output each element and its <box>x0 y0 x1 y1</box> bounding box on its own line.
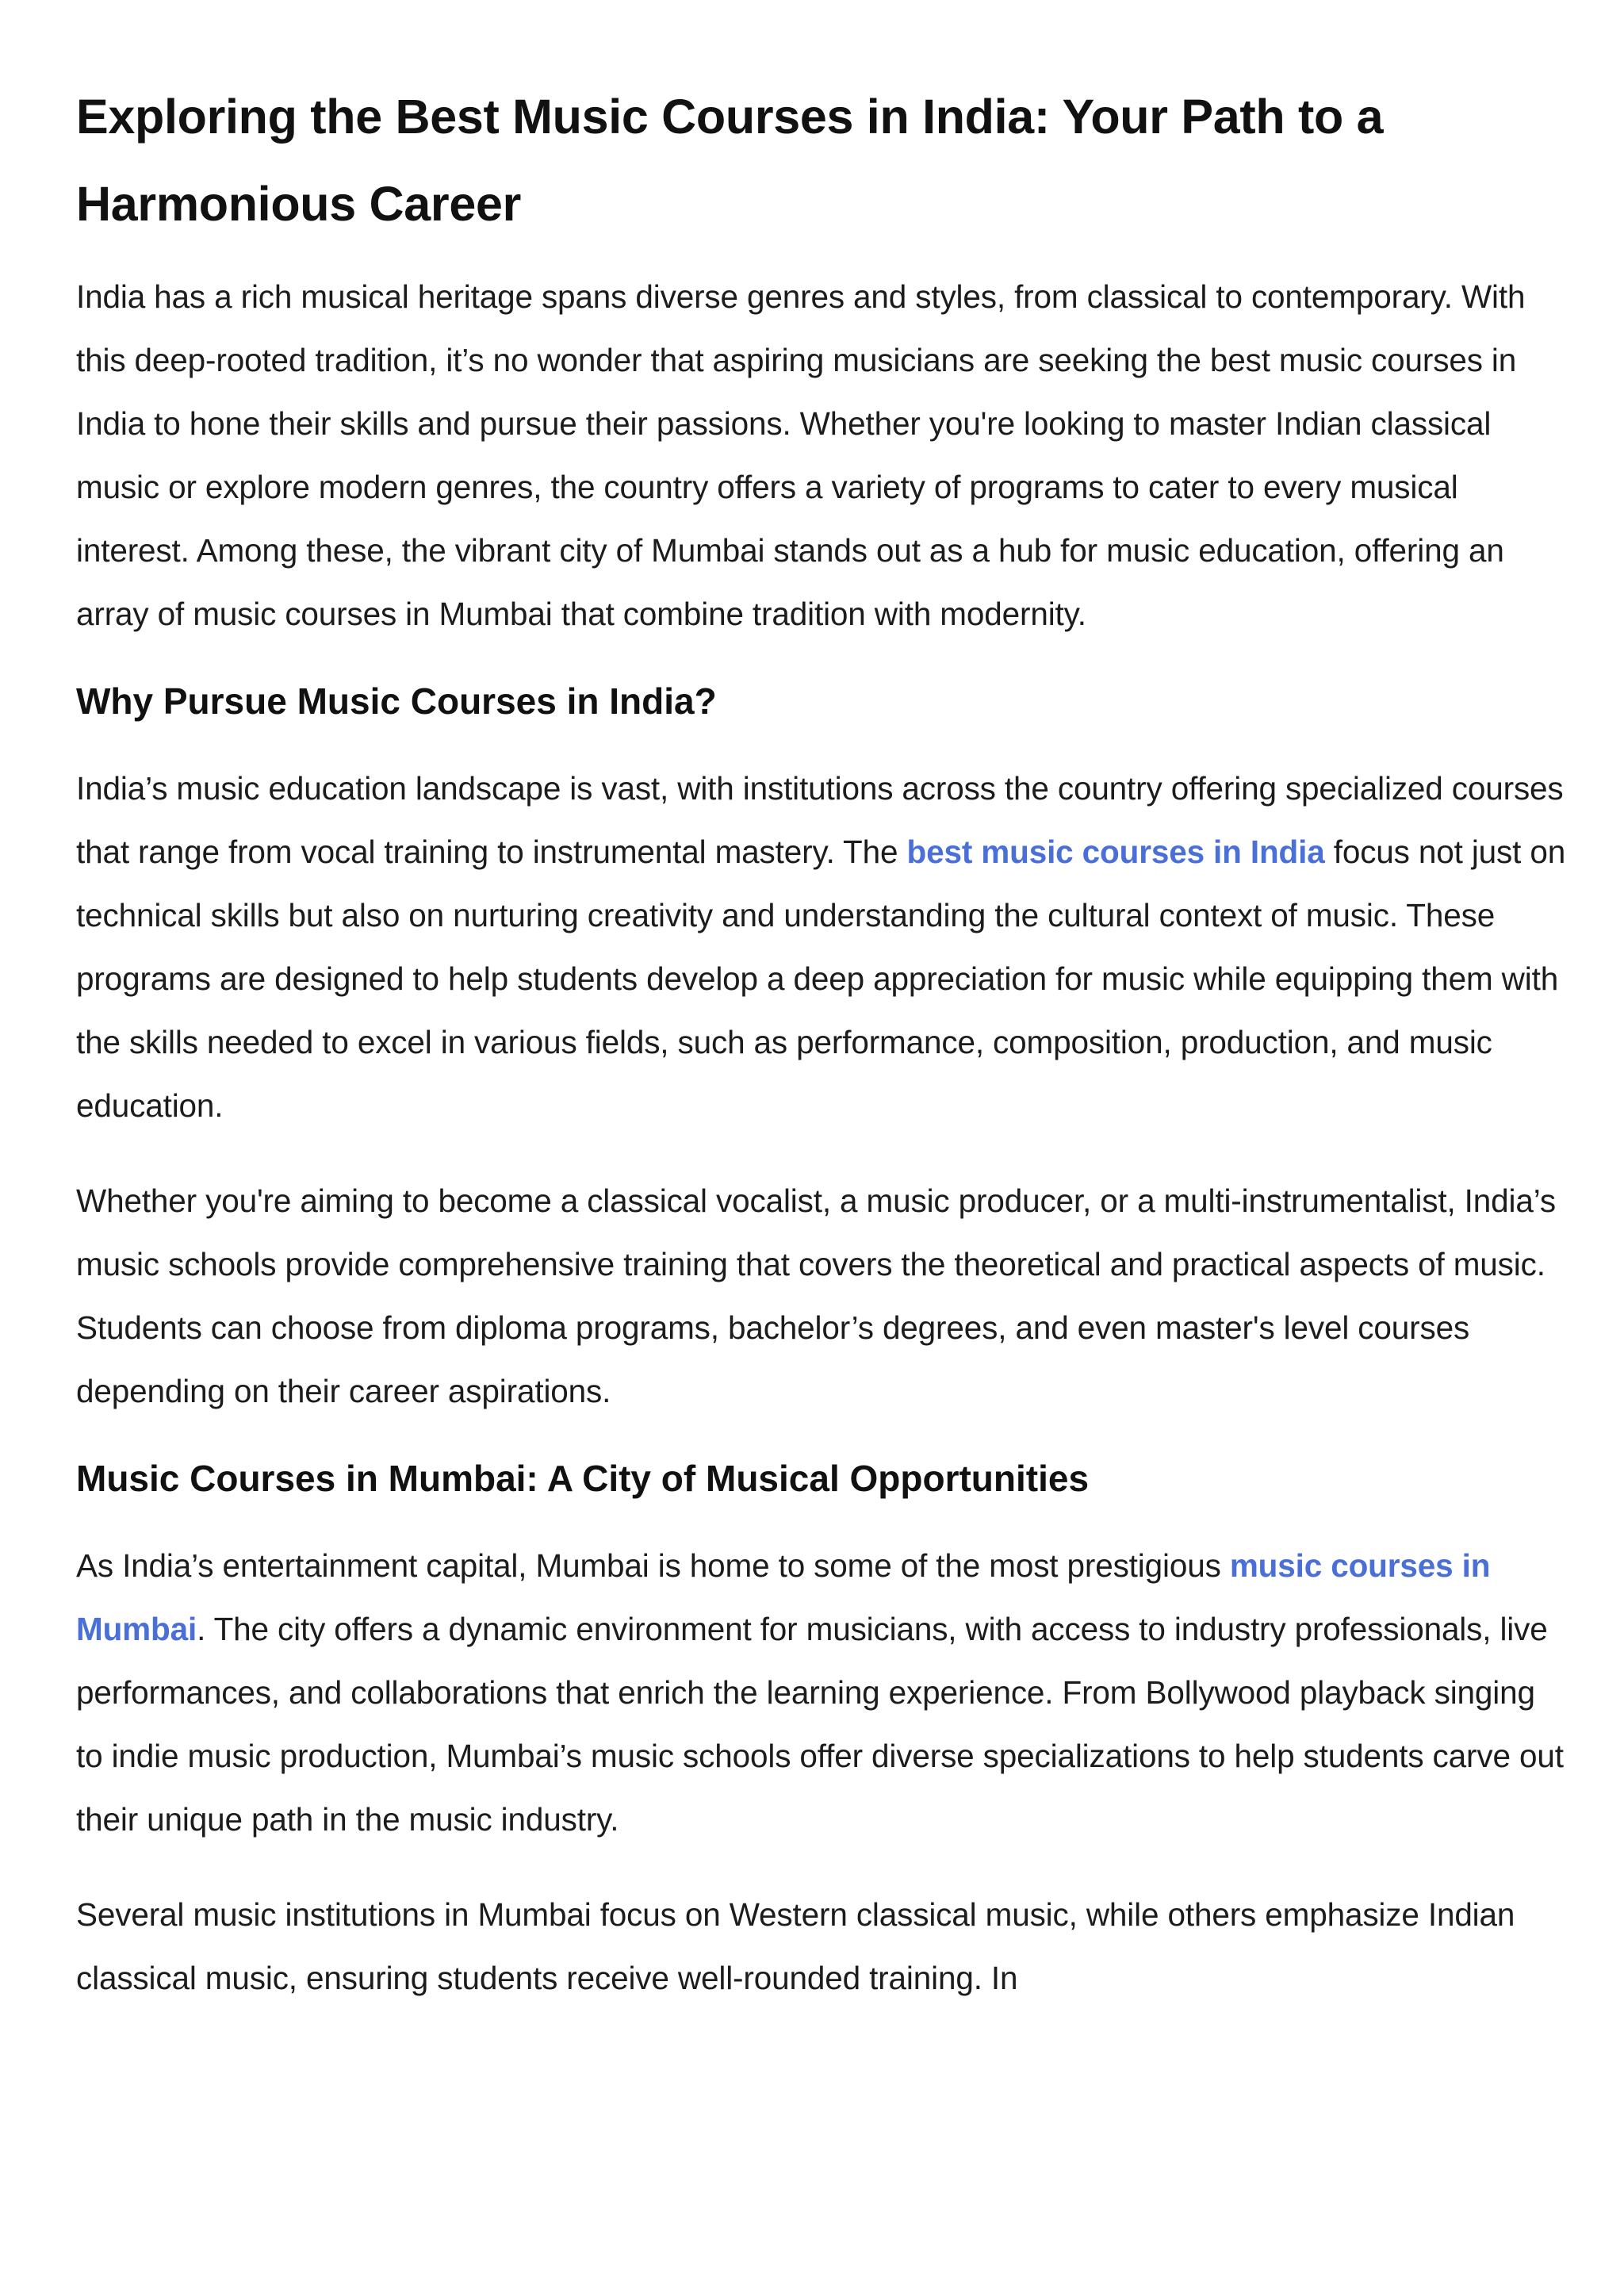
best-music-courses-link[interactable]: best music courses in India <box>906 834 1325 870</box>
article-title: Exploring the Best Music Courses in India: Your Path to a Harmonious Career <box>76 90 1384 231</box>
section-heading-why: Why Pursue Music Courses in India? <box>76 680 717 722</box>
intro-paragraph: India has a rich musical heritage spans diverse genres and styles, from classical to contemporary. With this deep-rooted tradition, it’s no wonder that aspiring musicians are seeking the best music courses in India to hone their skills and pursue their passions. Whether you're looking to master Indian classical music or explore modern genres, the country offers a variety of programs to cater to every musical interest. Among these, the vibrant city of Mumbai stands out as a hub for music education, offering an array of music courses in Mumbai that combine tradition with modernity. <box>76 278 1526 632</box>
why-paragraph-2: Whether you're aiming to become a classical vocalist, a music producer, or a multi-instrumentalist, India’s music schools provide comprehensive training that covers the theoretical and practical aspects of music. Students can choose from diploma programs, bachelor’s degrees, and even master's level courses depending on their career aspirations. <box>76 1182 1556 1409</box>
mumbai-paragraph-2: Several music institutions in Mumbai focus on Western classical music, while others emphasize Indian classical music, ensuring students receive well-rounded training. In <box>76 1896 1515 1996</box>
mumbai-paragraph-1-text-before: As India’s entertainment capital, Mumbai is home to some of the most prestigious <box>76 1547 1230 1584</box>
mumbai-paragraph-1 <box>76 1534 1567 1851</box>
why-paragraph-1 <box>76 757 1567 1137</box>
why-paragraph-1-text-before: India’s music education landscape is vast, with institutions across the country offering specialized courses that range from vocal training to instrumental mastery. The <box>76 770 1564 870</box>
why-paragraph-1-text-after: focus not just on technical skills but also on nurturing creativity and understanding the cultural context of music. These programs are designed to help students develop a deep appreciation for music while equipping them with the skills needed to excel in various fields, such as performance, composition, production, and music education. <box>76 834 1566 1124</box>
music-courses-mumbai-link[interactable]: music courses in Mumbai <box>76 1547 1491 1647</box>
article <box>76 73 1567 2041</box>
mumbai-paragraph-1-text-after: . The city offers a dynamic environment for musicians, with access to industry professionals, live performances, and collaborations that enrich the learning experience. From Bollywood playback singing to indie music production, Mumbai’s music schools offer diverse specializations to help students carve out their unique path in the music industry. <box>76 1611 1564 1838</box>
section-heading-mumbai: Music Courses in Mumbai: A City of Musical Opportunities <box>76 1458 1090 1499</box>
